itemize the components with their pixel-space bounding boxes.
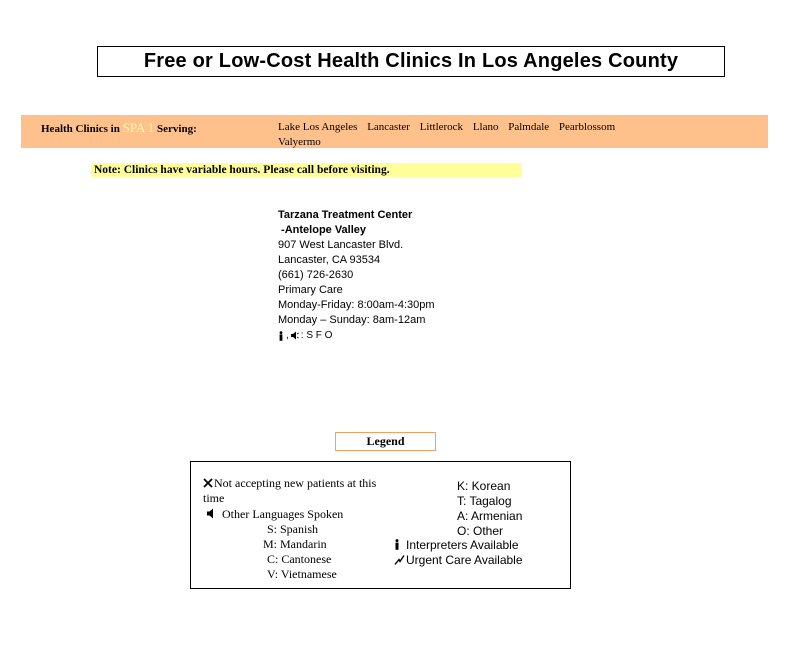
legend-urgent-care [394,553,523,567]
legend-urgent-care-text: Urgent Care Available [406,553,523,567]
clinic-hours-weekday: Monday-Friday: 8:00am-4:30pm [278,299,435,311]
legend-other: O: Other [457,524,504,538]
area-item: Llano [472,121,499,133]
area-item: Palmdale [508,121,550,133]
spa-name: SPA 1 [122,120,155,135]
area-item: Littlerock [419,121,464,133]
spa-suffix: Serving: [157,123,197,135]
clinic-address-line2: Lancaster, CA 93534 [278,254,381,266]
area-item: Lake Los Angeles [278,121,358,133]
legend-korean: K: Korean [457,479,511,493]
page-title-box [97,46,725,77]
visit-note: Note: Clinics have variable hours. Please call before visiting. [91,163,522,177]
legend-other-languages [207,507,343,522]
legend-interpreters-text: Interpreters Available [406,538,519,552]
clinic-name: Tarzana Treatment Center [278,209,413,221]
spa-label [41,120,197,136]
area-item: Pearblossom [558,121,616,133]
legend-cantonese: C: Cantonese [267,552,332,566]
clinic-name-sub: -Antelope Valley [278,224,367,236]
legend-interpreters [394,538,519,552]
close-x-icon [203,478,213,488]
clinic-address-line1: 907 West Lancaster Blvd. [278,239,404,251]
legend-spanish: S: Spanish [267,522,319,536]
spa-header-band [21,115,768,148]
legend-mandarin: M: Mandarin [263,537,327,551]
speaker-icon [207,508,216,519]
area-item: Lancaster [367,121,410,133]
legend-armenian: A: Armenian [457,509,523,523]
legend-vietnamese: V: Vietnamese [267,567,337,581]
icon-separator: , [286,330,289,341]
speaker-icon [291,331,299,340]
legend-tagalog: T: Tagalog [457,494,512,508]
clinic-phone: (661) 726-2630 [278,269,354,281]
page-title: Free or Low-Cost Health Clinics In Los Angeles County [143,50,679,72]
clinic-hours-daily: Monday – Sunday: 8am-12am [278,314,426,326]
person-icon [394,539,400,550]
legend-not-accepting-text: Not accepting new patients at this [214,476,377,490]
clinic-languages: : S F O [300,330,333,341]
clinic-language-row [278,328,435,343]
legend-not-accepting [203,476,376,491]
spa-prefix: Health Clinics in [41,123,120,135]
clinic-entry [278,208,435,343]
area-item: Valyermo [278,136,321,148]
spa-area-list [278,120,658,150]
lightning-icon [394,555,405,565]
legend-box [190,461,571,589]
legend-title: Legend [335,432,436,451]
legend-other-languages-text: Other Languages Spoken [222,507,344,521]
clinic-service: Primary Care [278,284,343,296]
person-icon [278,331,284,341]
legend-not-accepting-cont: time [203,491,225,505]
